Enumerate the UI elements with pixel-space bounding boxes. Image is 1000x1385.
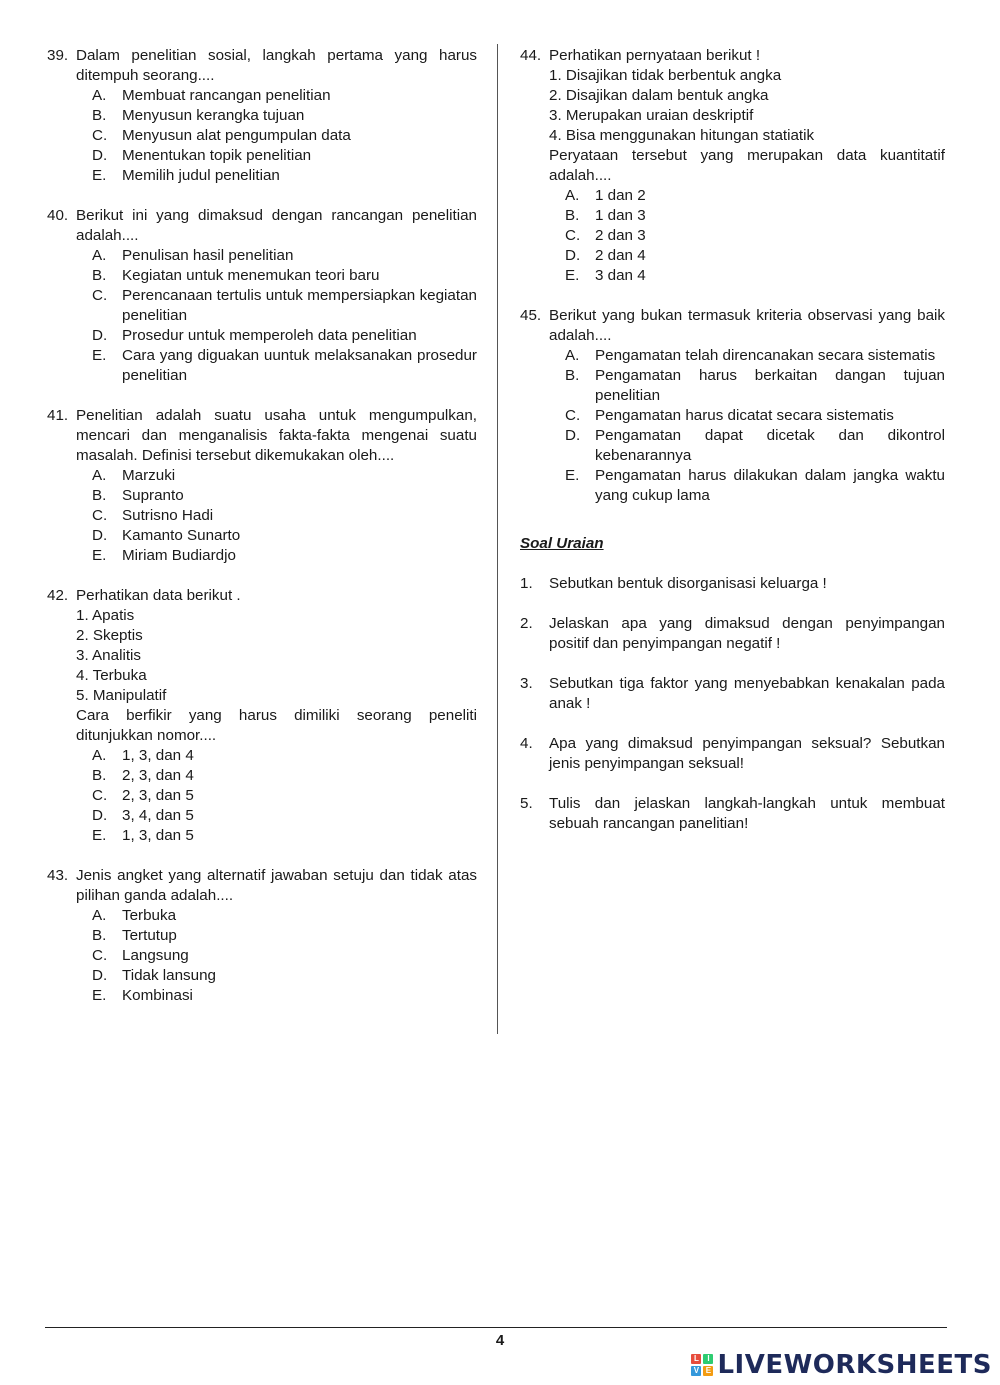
essay-number: 3. <box>520 675 533 692</box>
essay-number: 5. <box>520 795 533 812</box>
option-d[interactable] <box>92 806 477 826</box>
option-text: Terbuka <box>122 907 177 924</box>
option-e[interactable] <box>92 166 477 186</box>
option-letter: C. <box>92 127 108 144</box>
option-text: 2, 3, dan 4 <box>122 767 194 784</box>
option-text: Pengamatan telah direncanakan secara sistematis <box>595 347 936 364</box>
essay-question-5 <box>520 794 945 834</box>
option-b[interactable] <box>92 926 477 946</box>
option-text: 2 dan 4 <box>595 247 646 264</box>
option-text: Cara yang diguakan uuntuk melaksanakan prosedur penelitian <box>122 347 477 384</box>
option-text: Menyusun kerangka tujuan <box>122 107 305 124</box>
option-c[interactable] <box>92 946 477 966</box>
option-text: Supranto <box>122 487 184 504</box>
statement-item: 4. Bisa menggunakan hitungan statiatik <box>549 127 815 144</box>
question-number: 43. <box>47 867 69 884</box>
question-number: 42. <box>47 587 69 604</box>
option-text: Menyusun alat pengumpulan data <box>122 127 351 144</box>
essay-text: Sebutkan tiga faktor yang menyebabkan kenakalan pada anak ! <box>549 675 945 712</box>
column-divider <box>497 44 498 1034</box>
question-number: 41. <box>47 407 69 424</box>
question-text: Perhatikan pernyataan berikut ! <box>549 47 761 64</box>
option-text: Langsung <box>122 947 189 964</box>
option-letter: E. <box>92 987 107 1004</box>
option-text: 1, 3, dan 5 <box>122 827 194 844</box>
option-c[interactable] <box>92 786 477 806</box>
option-text: Pengamatan harus dicatat secara sistematis <box>595 407 894 424</box>
statement-item: 5. Manipulatif <box>76 687 167 704</box>
option-letter: D. <box>92 327 108 344</box>
question-text: Berikut ini yang dimaksud dengan rancangan penelitian adalah.... <box>76 207 477 244</box>
option-letter: E. <box>92 167 107 184</box>
option-letter: E. <box>92 827 107 844</box>
page-number: 4 <box>495 1332 505 1349</box>
option-e[interactable] <box>92 986 477 1006</box>
essay-text: Jelaskan apa yang dimaksud dengan penyimpangan positif dan penyimpangan negatif ! <box>549 615 945 652</box>
option-letter: B. <box>92 267 107 284</box>
option-d[interactable] <box>92 966 477 986</box>
logo-letter: E <box>703 1366 713 1376</box>
option-letter: D. <box>92 147 108 164</box>
option-e[interactable] <box>92 546 477 566</box>
question-39 <box>47 46 477 186</box>
option-a[interactable] <box>92 86 477 106</box>
option-text: Pengamatan dapat dicetak dan dikontrol kebenarannya <box>595 427 945 464</box>
option-text: Prosedur untuk memperoleh data penelitian <box>122 327 417 344</box>
option-letter: D. <box>92 527 108 544</box>
option-text: Perencanaan tertulis untuk mempersiapkan kegiatan penelitian <box>122 287 477 324</box>
option-d[interactable] <box>92 146 477 166</box>
option-letter: A. <box>92 907 107 924</box>
option-letter: E. <box>565 267 580 284</box>
option-letter: A. <box>92 747 107 764</box>
option-text: 1, 3, dan 4 <box>122 747 194 764</box>
option-letter: C. <box>92 787 108 804</box>
left-column <box>47 46 477 1026</box>
option-text: Tertutup <box>122 927 177 944</box>
question-42 <box>47 586 477 846</box>
option-e[interactable] <box>565 466 945 506</box>
option-text: Membuat rancangan penelitian <box>122 87 331 104</box>
option-letter: C. <box>565 227 581 244</box>
essay-question-3 <box>520 674 945 714</box>
statement-list <box>549 66 945 186</box>
option-d[interactable] <box>565 426 945 466</box>
option-text: Miriam Budiardjo <box>122 547 236 564</box>
statement-item: 3. Merupakan uraian deskriptif <box>549 107 754 124</box>
option-letter: E. <box>565 467 580 484</box>
option-a[interactable] <box>565 346 945 366</box>
option-e[interactable] <box>92 346 477 386</box>
option-letter: D. <box>92 807 108 824</box>
essay-number: 4. <box>520 735 533 752</box>
right-column <box>520 46 945 854</box>
option-d[interactable] <box>92 326 477 346</box>
logo-letter: L <box>691 1354 701 1364</box>
statement-item: 2. Disajikan dalam bentuk angka <box>549 87 769 104</box>
question-number: 39. <box>47 47 69 64</box>
option-letter: A. <box>92 87 107 104</box>
option-c[interactable] <box>92 506 477 526</box>
option-letter: C. <box>565 407 581 424</box>
question-number: 44. <box>520 47 542 64</box>
question-text: Berikut yang bukan termasuk kriteria observasi yang baik adalah.... <box>549 307 945 344</box>
option-text: 1 dan 2 <box>595 187 646 204</box>
option-letter: C. <box>92 287 108 304</box>
option-letter: D. <box>565 427 581 444</box>
question-text: Penelitian adalah suatu usaha untuk mengumpulkan, mencari dan menganalisis fakta-fakta mengenai suatu masalah. Definisi tersebut dikemukakan oleh.... <box>76 407 477 464</box>
question-43 <box>47 866 477 1006</box>
option-text: 3 dan 4 <box>595 267 646 284</box>
option-text: 2 dan 3 <box>595 227 646 244</box>
option-letter: B. <box>92 767 107 784</box>
option-c[interactable] <box>92 126 477 146</box>
option-text: Kegiatan untuk menemukan teori baru <box>122 267 380 284</box>
footer-divider <box>45 1327 947 1328</box>
option-c[interactable] <box>92 286 477 326</box>
option-letter: A. <box>565 347 580 364</box>
essay-question-1 <box>520 574 945 594</box>
option-letter: C. <box>92 507 108 524</box>
option-text: 2, 3, dan 5 <box>122 787 194 804</box>
logo-letter: I <box>703 1354 713 1364</box>
question-41 <box>47 406 477 566</box>
statement-item: 1. Disajikan tidak berbentuk angka <box>549 67 782 84</box>
option-letter: B. <box>92 107 107 124</box>
option-text: Kombinasi <box>122 987 193 1004</box>
option-a[interactable] <box>92 466 477 486</box>
question-text: Dalam penelitian sosial, langkah pertama yang harus ditempuh seorang.... <box>76 47 477 84</box>
option-c[interactable] <box>565 406 945 426</box>
option-b[interactable] <box>92 266 477 286</box>
option-d[interactable] <box>92 526 477 546</box>
statement-item: 4. Terbuka <box>76 667 147 684</box>
option-c[interactable] <box>565 226 945 246</box>
statement-item: 3. Analitis <box>76 647 142 664</box>
essay-text: Apa yang dimaksud penyimpangan seksual? Sebutkan jenis penyimpangan seksual! <box>549 735 945 772</box>
question-text: Perhatikan data berikut . <box>76 587 241 604</box>
option-letter: D. <box>565 247 581 264</box>
option-text: 3, 4, dan 5 <box>122 807 194 824</box>
option-text: Pengamatan harus berkaitan dangan tujuan penelitian <box>595 367 945 404</box>
option-text: 1 dan 3 <box>595 207 646 224</box>
option-letter: A. <box>92 247 107 264</box>
essay-text: Tulis dan jelaskan langkah-langkah untuk membuat sebuah rancangan panelitian! <box>549 795 945 832</box>
option-text: Penulisan hasil penelitian <box>122 247 294 264</box>
statement-item: 1. Apatis <box>76 607 135 624</box>
liveworksheets-logo-icon <box>691 1354 713 1376</box>
option-b[interactable] <box>565 366 945 406</box>
option-text: Menentukan topik penelitian <box>122 147 312 164</box>
logo-letter: V <box>691 1366 701 1376</box>
statement-item: 2. Skeptis <box>76 627 143 644</box>
option-letter: E. <box>92 347 107 364</box>
option-text: Tidak lansung <box>122 967 216 984</box>
option-letter: A. <box>565 187 580 204</box>
option-a[interactable] <box>92 906 477 926</box>
essay-text: Sebutkan bentuk disorganisasi keluarga ! <box>549 575 827 592</box>
question-prompt: Peryataan tersebut yang merupakan data kuantitatif adalah.... <box>549 147 945 184</box>
option-text: Marzuki <box>122 467 176 484</box>
option-b[interactable] <box>92 766 477 786</box>
essay-section-title: Soal Uraian <box>520 535 604 552</box>
option-letter: D. <box>92 967 108 984</box>
option-b[interactable] <box>92 106 477 126</box>
option-a[interactable] <box>92 246 477 266</box>
option-letter: B. <box>92 487 107 504</box>
option-text: Sutrisno Hadi <box>122 507 214 524</box>
question-44 <box>520 46 945 286</box>
option-d[interactable] <box>565 246 945 266</box>
question-text: Jenis angket yang alternatif jawaban setuju dan tidak atas pilihan ganda adalah.... <box>76 867 477 904</box>
option-text: Kamanto Sunarto <box>122 527 241 544</box>
statement-list <box>76 606 477 746</box>
option-letter: B. <box>565 207 580 224</box>
liveworksheets-brand[interactable] <box>691 1350 992 1380</box>
essay-number: 2. <box>520 615 533 632</box>
option-text: Pengamatan harus dilakukan dalam jangka waktu yang cukup lama <box>595 467 945 504</box>
option-letter: E. <box>92 547 107 564</box>
option-e[interactable] <box>92 826 477 846</box>
option-a[interactable] <box>565 186 945 206</box>
option-text: Memilih judul penelitian <box>122 167 280 184</box>
option-a[interactable] <box>92 746 477 766</box>
essay-question-4 <box>520 734 945 774</box>
brand-text: LIVEWORKSHEETS <box>717 1350 992 1380</box>
option-b[interactable] <box>92 486 477 506</box>
option-letter: B. <box>92 927 107 944</box>
option-letter: C. <box>92 947 108 964</box>
question-number: 45. <box>520 307 542 324</box>
question-40 <box>47 206 477 386</box>
essay-number: 1. <box>520 575 533 592</box>
question-45 <box>520 306 945 506</box>
option-letter: B. <box>565 367 580 384</box>
option-letter: A. <box>92 467 107 484</box>
option-b[interactable] <box>565 206 945 226</box>
essay-question-2 <box>520 614 945 654</box>
option-e[interactable] <box>565 266 945 286</box>
question-number: 40. <box>47 207 69 224</box>
question-prompt: Cara berfikir yang harus dimiliki seorang peneliti ditunjukkan nomor.... <box>76 707 477 744</box>
